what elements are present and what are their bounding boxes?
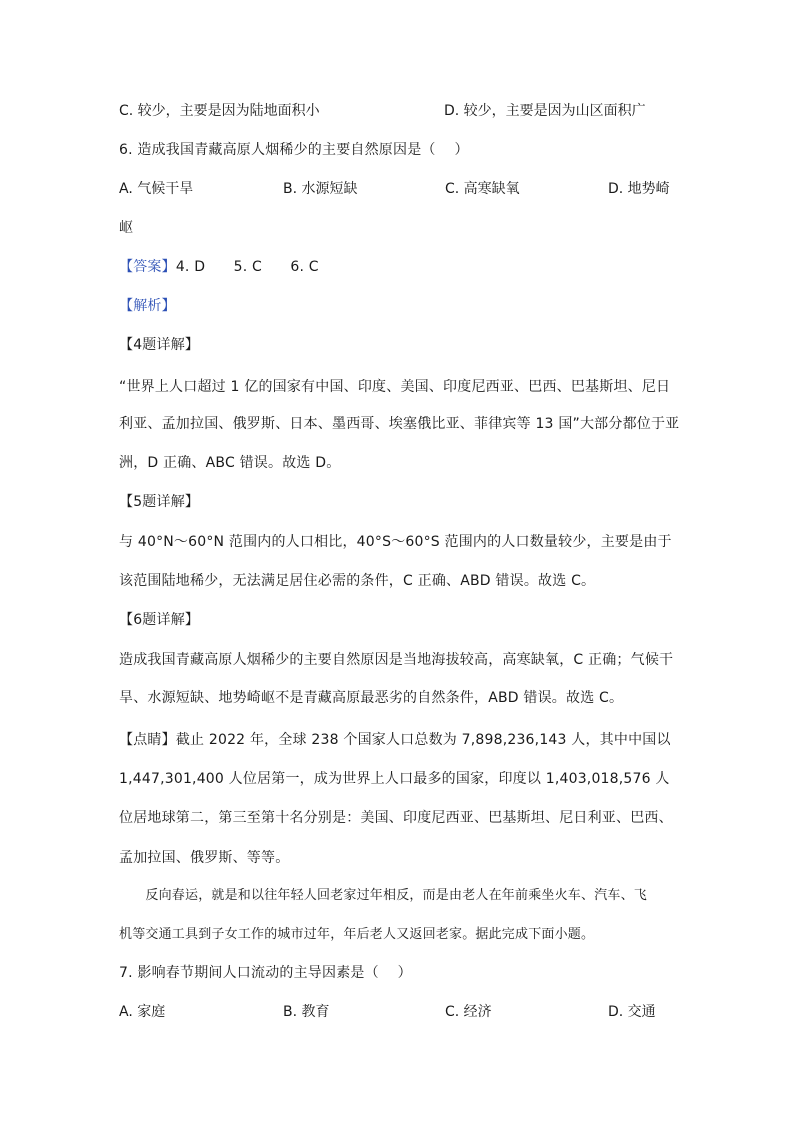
q7-option-a: A. 家庭 [119,1004,166,1020]
detail6-tag: 【6题详解】 [119,612,200,628]
comment-tag: 【点睛】 [119,732,176,748]
detail6-line-2: 旱、水源短缺、地势崎岖不是青藏高原最恶劣的自然条件，ABD 错误。故选 C。 [119,690,624,706]
comment-line-4: 孟加拉国、俄罗斯、等等。 [119,850,290,866]
detail4-line-2: 利亚、孟加拉国、俄罗斯、日本、墨西哥、埃塞俄比亚、菲律宾等 13 国”大部分都位于亚 [119,416,680,432]
detail4-line-3: 洲，D 正确、ABC 错误。故选 D。 [119,455,341,471]
q5-option-d: D. 较少，主要是因为山区面积广 [444,103,646,119]
detail5-line-1: 与 40°N～60°N 范围内的人口相比，40°S～60°S 范围内的人口数量较少，主要是由于 [119,534,672,550]
comment-line-1 [119,730,671,750]
q7-option-b: B. 教育 [283,1004,330,1020]
q6-stem: 6. 造成我国青藏高原人烟稀少的主要自然原因是（ ） [119,142,469,158]
comment-text-1: 截止 2022 年，全球 238 个国家人口总数为 7,898,236,143 人，其中中国以 [175,732,671,748]
q6-option-d-continued: 岖 [119,220,133,236]
comment-line-2: 1,447,301,400 人位居第一，成为世界上人口最多的国家，印度以 1,403,018,576 人 [119,771,670,787]
detail6-line-1: 造成我国青藏高原人烟稀少的主要自然原因是当地海拔较高，高寒缺氧，C 正确；气候干 [119,652,674,668]
detail5-tag: 【5题详解】 [119,494,200,510]
analysis-tag: 【解析】 [119,298,176,314]
q7-option-c: C. 经济 [445,1004,492,1020]
q6-option-a: A. 气候干旱 [119,181,194,197]
passage-line-2: 机等交通工具到子女工作的城市过年，年后老人又返回老家。据此完成下面小题。 [119,927,595,942]
detail4-tag: 【4题详解】 [119,337,200,353]
q6-option-c: C. 高寒缺氧 [445,181,520,197]
passage-line-1: 反向春运，就是和以往年轻人回老家过年相反，而是由老人在年前乘坐火车、汽车、飞 [119,888,648,903]
detail5-line-2: 该范围陆地稀少，无法满足居住必需的条件，C 正确、ABD 错误。故选 C。 [119,573,596,589]
q6-option-b: B. 水源短缺 [283,181,358,197]
detail4-line-1: “世界上人口超过 1 亿的国家有中国、印度、美国、印度尼西亚、巴西、巴基斯坦、尼日 [119,379,671,395]
answer-values: 4. D 5. C 6. C [175,259,319,275]
q6-option-d: D. 地势崎 [608,181,670,197]
q7-option-d: D. 交通 [608,1004,656,1020]
answer-tag: 【答案】 [119,259,176,275]
comment-line-3: 位居地球第二，第三至第十名分别是：美国、印度尼西亚、巴基斯坦、尼日利亚、巴西、 [119,810,673,826]
q5-option-c: C. 较少，主要是因为陆地面积小 [119,103,320,119]
q7-stem: 7. 影响春节期间人口流动的主导因素是（ ） [119,965,412,981]
answer-line [119,257,319,277]
